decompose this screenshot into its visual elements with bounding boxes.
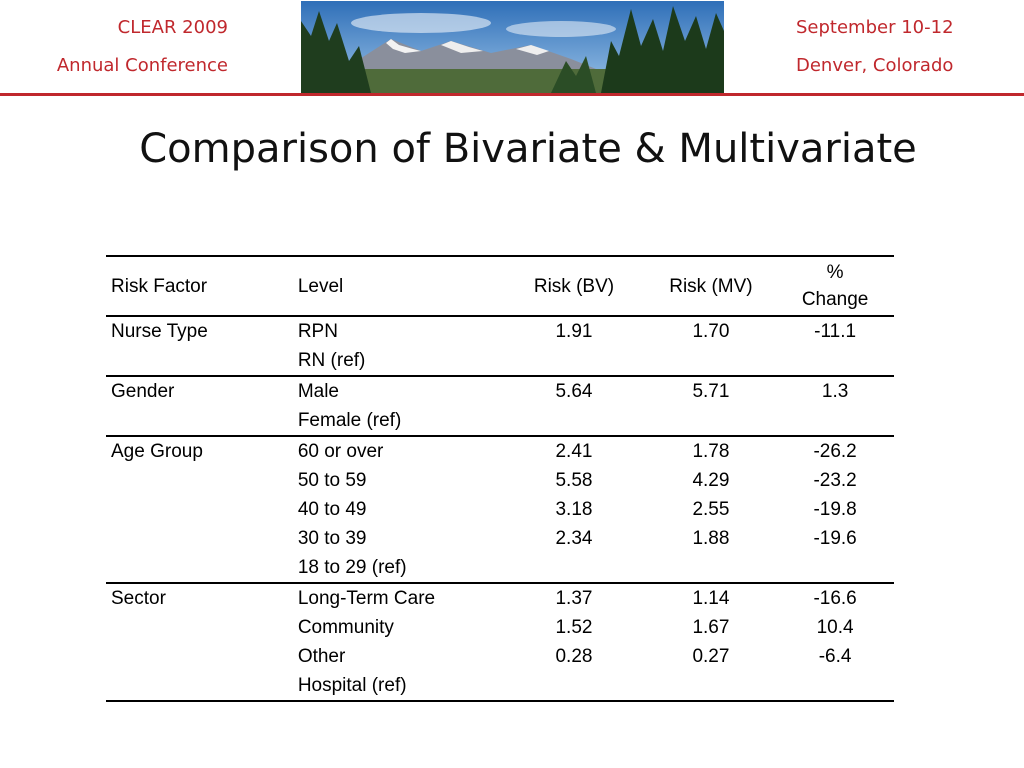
banner-photo [301,1,724,93]
conference-name [57,9,228,85]
risk-mv-value: 1.88 [692,528,730,549]
slide-title: Comparison of Bivariate & Multivariate [139,126,917,172]
risk-mv-cell [646,583,772,701]
pct-change-value: -19.8 [813,499,857,520]
level-value: Other [297,646,346,667]
pct-change-value: -23.2 [813,470,857,491]
risk-mv-cell [646,436,772,583]
risk-bv-value [502,671,645,700]
column-header-risk-bv: Risk (BV) [497,256,645,316]
mountain-landscape-photo [301,1,724,93]
level-value: RPN [297,321,338,342]
level-cell [293,376,497,436]
level-value: Long-Term Care [297,588,436,609]
risk-bv-value: 5.64 [555,381,593,402]
risk-factor-cell: Gender [106,376,293,436]
risk-bv-value: 2.34 [555,528,593,549]
pct-change-cell [771,436,894,583]
column-header-pct-change [771,256,894,316]
level-value: 40 to 49 [297,499,367,520]
table-row-sector [106,583,894,701]
risk-bv-value: 3.18 [555,499,593,520]
risk-factor-cell: Age Group [106,436,293,583]
level-value: 30 to 39 [297,528,367,549]
conference-subtitle: Annual Conference [56,55,228,76]
event-dates: September 10-12 [796,17,954,38]
table-row-gender [106,376,894,436]
risk-mv-value: 1.14 [692,588,730,609]
risk-bv-value: 5.58 [555,470,593,491]
risk-mv-value: 1.70 [692,321,730,342]
risk-bv-value: 1.37 [555,588,593,609]
column-header-level: Level [293,256,497,316]
pct-change-cell [771,376,894,436]
risk-mv-value: 0.27 [692,646,730,667]
pct-change-value: -26.2 [813,441,857,462]
table-header-row [106,256,894,316]
header-divider [0,93,1024,96]
risk-bv-value [502,553,645,582]
risk-bv-value: 1.91 [555,321,593,342]
risk-bv-cell [497,316,645,376]
risk-bv-value [502,346,645,375]
table-row-age-group [106,436,894,583]
risk-bv-value: 0.28 [555,646,593,667]
risk-bv-value [502,406,645,435]
level-value: Hospital (ref) [297,675,407,696]
risk-mv-value [651,553,772,582]
risk-mv-value: 5.71 [692,381,730,402]
pct-change-value: 1.3 [821,381,849,402]
pct-change-symbol: % [826,262,844,283]
risk-mv-value [651,406,772,435]
risk-bv-cell [497,436,645,583]
column-header-risk-mv: Risk (MV) [646,256,772,316]
pct-change-value [776,553,894,582]
risk-factor-cell: Nurse Type [106,316,293,376]
risk-mv-value: 1.78 [692,441,730,462]
level-value: Female (ref) [297,410,402,431]
risk-bv-cell [497,376,645,436]
level-cell [293,583,497,701]
risk-mv-cell [646,376,772,436]
pct-change-value [776,671,894,700]
risk-mv-value: 4.29 [692,470,730,491]
column-header-risk-factor: Risk Factor [106,256,293,316]
risk-bv-cell [497,583,645,701]
pct-change-word: Change [801,289,869,310]
event-info [796,9,954,85]
pct-change-value [776,346,894,375]
risk-mv-value: 1.67 [692,617,730,638]
level-value: 18 to 29 (ref) [297,557,407,578]
level-value: Male [297,381,339,402]
pct-change-value [776,406,894,435]
pct-change-cell [771,316,894,376]
risk-mv-value [651,671,772,700]
level-value: Community [297,617,394,638]
pct-change-value: 10.4 [816,617,854,638]
level-cell [293,316,497,376]
pct-change-cell [771,583,894,701]
risk-bv-value: 1.52 [555,617,593,638]
risk-mv-cell [646,316,772,376]
risk-factor-cell: Sector [106,583,293,701]
pct-change-value: -6.4 [818,646,852,667]
conference-title: CLEAR 2009 [117,17,228,38]
level-value: RN (ref) [297,350,366,371]
level-value: 50 to 59 [297,470,367,491]
pct-change-value: -11.1 [814,321,857,342]
table-row-nurse-type [106,316,894,376]
pct-change-value: -19.6 [813,528,857,549]
risk-mv-value [651,346,772,375]
event-location: Denver, Colorado [796,55,954,76]
risk-mv-value: 2.55 [692,499,730,520]
risk-bv-value: 2.41 [555,441,593,462]
pct-change-value: -16.6 [813,588,857,609]
level-value: 60 or over [297,441,384,462]
comparison-table [106,255,894,702]
level-cell [293,436,497,583]
